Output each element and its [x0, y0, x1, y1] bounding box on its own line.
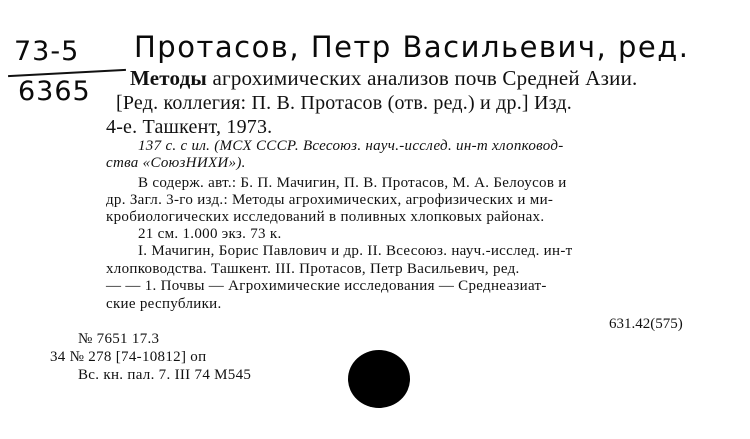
- contents-line-1: В содерж. авт.: Б. П. Мачигин, П. В. Протасов, М. А. Белоусов и: [138, 175, 567, 191]
- editorial-line: [Ред. коллегия: П. В. Протасов (отв. ред.) и др.] Изд.: [116, 92, 572, 114]
- call-number-top: 73-5: [14, 36, 80, 67]
- edition-place-year: 4-е. Ташкент, 1973.: [106, 116, 273, 138]
- title-rest: агрохимических анализов почв Средней Азии.: [207, 66, 638, 90]
- pagination-line-2: ства «СоюзНИХИ»).: [106, 155, 246, 171]
- ink-stamp-blot: [348, 350, 410, 408]
- call-number-bottom: 6365: [18, 76, 91, 107]
- number-line-3: Вс. кн. пал. 7. III 74 М545: [78, 367, 252, 383]
- classification-number: 631.42(575): [609, 316, 683, 332]
- handwritten-author: Протасов, Петр Васильевич, ред.: [134, 30, 690, 64]
- number-line-1: № 7651 17.3: [78, 331, 160, 347]
- tracing-line-1: I. Мачигин, Борис Павлович и др. II. Всесоюз. науч.-исслед. ин-т: [138, 243, 573, 259]
- contents-line-3: кробиологических исследований в поливных хлопковых районах.: [106, 209, 545, 225]
- tracing-line-3: — — 1. Почвы — Агрохимические исследования — Среднеазиат-: [106, 278, 547, 294]
- tracing-line-2: хлопководства. Ташкент. III. Протасов, Петр Васильевич, ред.: [106, 261, 520, 277]
- number-line-2: 34 № 278 [74-10812] оп: [50, 349, 207, 365]
- pagination-line-1: 137 с. с ил. (МСХ СССР. Всесоюз. науч.-исслед. ин-т хлопковод-: [138, 138, 564, 154]
- print-run: 21 см. 1.000 экз. 73 к.: [138, 226, 282, 242]
- tracing-line-4: ские республики.: [106, 296, 222, 312]
- title-line: [130, 66, 638, 91]
- contents-line-2: др. Загл. 3-го изд.: Методы агрохимических, агрофизических и ми-: [106, 192, 554, 208]
- title-bold-word: Методы: [130, 66, 208, 90]
